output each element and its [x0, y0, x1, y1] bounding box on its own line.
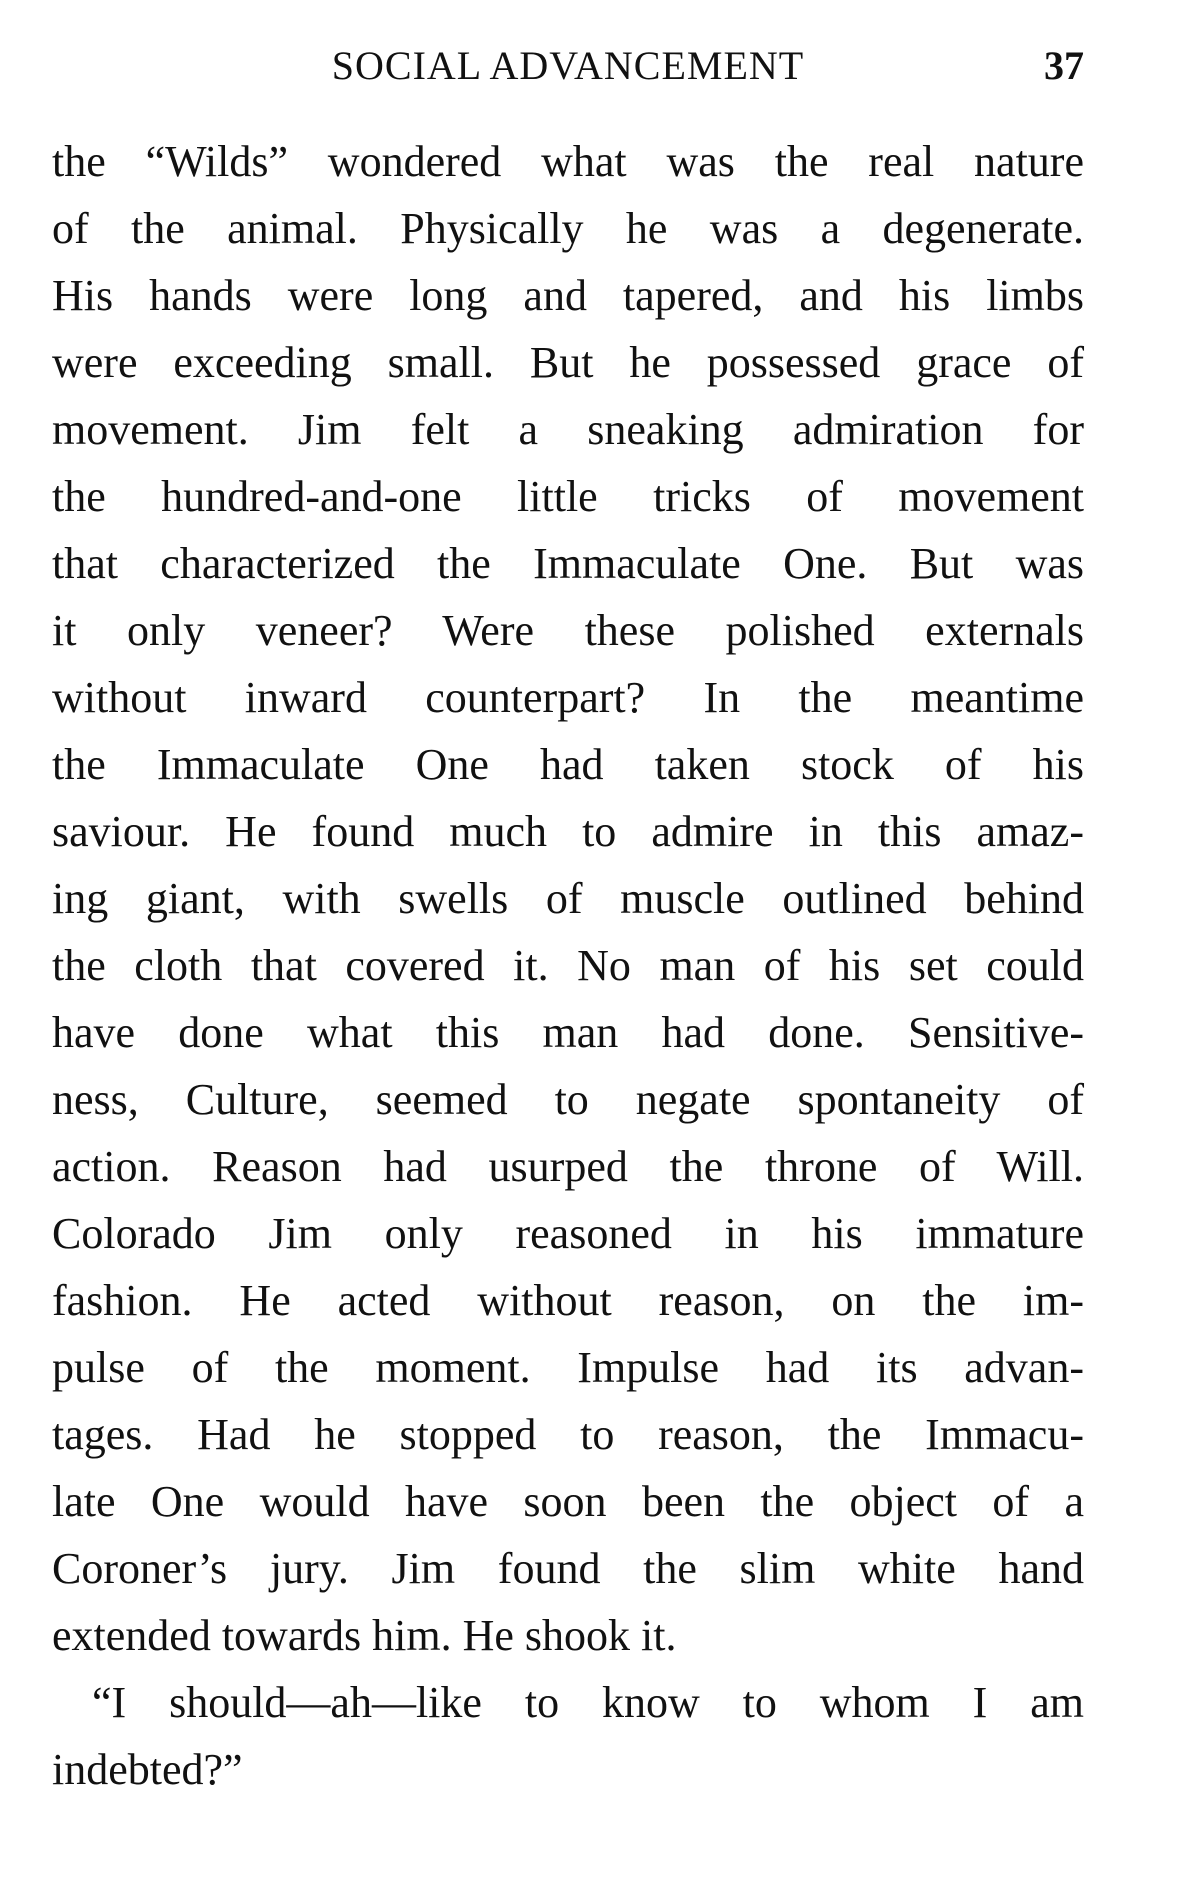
text-line: the Immaculate One had taken stock of his: [52, 740, 1084, 789]
text-line: “I should—ah—like to know to whom I am: [92, 1678, 1084, 1727]
text-line: of the animal. Physically he was a degenerate.: [52, 204, 1084, 253]
text-line: tages. Had he stopped to reason, the Immacu-: [52, 1410, 1084, 1459]
running-head: [52, 36, 1084, 96]
text-line: late One would have soon been the object of a: [52, 1477, 1084, 1526]
text-line: that characterized the Immaculate One. But was: [52, 539, 1084, 588]
text-line: ness, Culture, seemed to negate spontaneity of: [52, 1075, 1084, 1124]
text-line: have done what this man had done. Sensitive-: [52, 1008, 1084, 1057]
text-line: were exceeding small. But he possessed grace of: [52, 338, 1084, 387]
text-line: fashion. He acted without reason, on the im-: [52, 1276, 1084, 1325]
text-line: extended towards him. He shook it.: [52, 1611, 677, 1660]
text-line: the cloth that covered it. No man of his set could: [52, 941, 1084, 990]
text-line: Coroner’s jury. Jim found the slim white hand: [52, 1544, 1084, 1593]
text-line: without inward counterpart? In the meantime: [52, 673, 1084, 722]
text-line: the “Wilds” wondered what was the real nature: [52, 137, 1084, 186]
text-line: it only veneer? Were these polished externals: [52, 606, 1084, 655]
text-line: action. Reason had usurped the throne of Will.: [52, 1142, 1084, 1191]
text-line: saviour. He found much to admire in this amaz-: [52, 807, 1084, 856]
running-title: SOCIAL ADVANCEMENT: [331, 43, 805, 88]
text-line: His hands were long and tapered, and his limbs: [52, 271, 1084, 320]
text-line: the hundred-and-one little tricks of movement: [52, 472, 1084, 521]
text-line: indebted?”: [52, 1745, 243, 1794]
body-text: [52, 128, 1084, 1803]
text-line: Colorado Jim only reasoned in his immature: [52, 1209, 1084, 1258]
text-line: movement. Jim felt a sneaking admiration for: [52, 405, 1084, 454]
page-number: 37: [1044, 43, 1084, 88]
text-line: pulse of the moment. Impulse had its advan-: [52, 1343, 1084, 1392]
text-line: ing giant, with swells of muscle outlined behind: [52, 874, 1084, 923]
